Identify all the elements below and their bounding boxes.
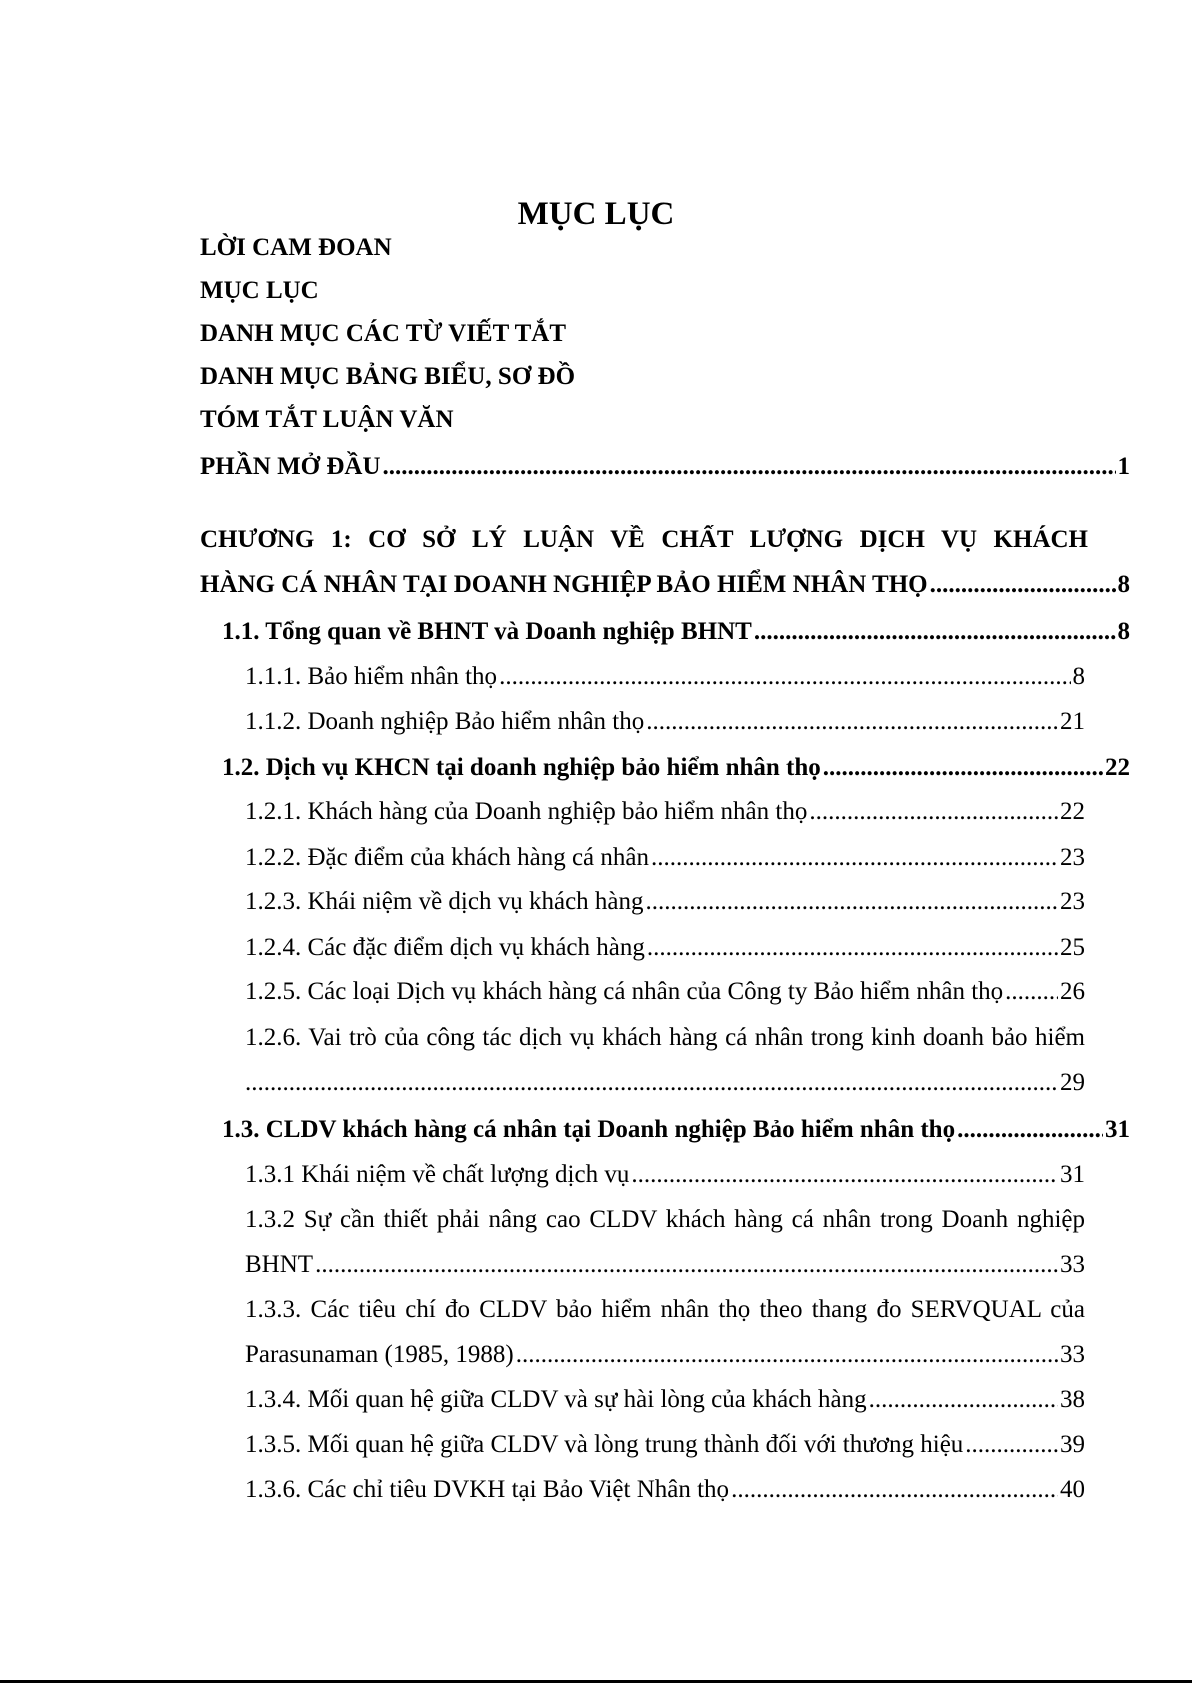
toc-subsection-1-3-3-line1: 1.3.3. Các tiêu chí đo CLDV bảo hiểm nhân thọ theo thang đo SERVQUAL của: [245, 1296, 1085, 1323]
toc-subsection-1-3-2-line1: 1.3.2 Sự cần thiết phải nâng cao CLDV khách hàng cá nhân trong Doanh nghiệp: [245, 1206, 1085, 1233]
toc-front-item: MỤC LỤC: [200, 277, 319, 304]
toc-subsection-1-2-6-line1: 1.2.6. Vai trò của công tác dịch vụ khách hàng cá nhân trong kinh doanh bảo hiểm: [245, 1024, 1085, 1051]
toc-subsection-1-2-1: 1.2.1. Khách hàng của Doanh nghiệp bảo hiểm nhân thọ ..... 22: [245, 797, 1085, 827]
toc-subsection-1-2-2: 1.2.2. Đặc điểm của khách hàng cá nhân ..... 23: [245, 843, 1085, 873]
toc-subsection-1-3-6: 1.3.6. Các chỉ tiêu DVKH tại Bảo Việt Nhân thọ ..... 40: [245, 1475, 1085, 1505]
toc-subsection-1-2-5: 1.2.5. Các loại Dịch vụ khách hàng cá nhân của Công ty Bảo hiểm nhân thọ ..... 26: [245, 977, 1085, 1007]
toc-front-item: DANH MỤC CÁC TỪ VIẾT TẮT: [200, 320, 567, 347]
toc-section-1-1: 1.1. Tổng quan về BHNT và Doanh nghiệp BHNT ..... 8: [222, 617, 1130, 647]
toc-subsection-1-2-6-line2: ..... 29: [245, 1068, 1085, 1098]
page-bottom-border: [0, 1680, 1192, 1683]
toc-subsection-1-3-1: 1.3.1 Khái niệm về chất lượng dịch vụ ..... 31: [245, 1160, 1085, 1190]
toc-subsection-1-2-4: 1.2.4. Các đặc điểm dịch vụ khách hàng ..... 25: [245, 933, 1085, 963]
toc-front-item: LỜI CAM ĐOAN: [200, 234, 392, 261]
toc-subsection-1-3-5: 1.3.5. Mối quan hệ giữa CLDV và lòng trung thành đối với thương hiệu ..... 39: [245, 1430, 1085, 1460]
toc-subsection-1-1-2: 1.1.2. Doanh nghiệp Bảo hiểm nhân thọ ..... 21: [245, 707, 1085, 737]
toc-subsection-1-1-1: 1.1.1. Bảo hiểm nhân thọ ..... 8: [245, 662, 1085, 692]
toc-subsection-1-3-2-line2: BHNT ..... 33: [245, 1250, 1085, 1280]
toc-section-1-3: 1.3. CLDV khách hàng cá nhân tại Doanh nghiệp Bảo hiểm nhân thọ ..... 31: [222, 1115, 1130, 1145]
toc-chapter1-line2: HÀNG CÁ NHÂN TẠI DOANH NGHIỆP BẢO HIỂM NHÂN THỌ ..... 8: [200, 570, 1130, 600]
toc-subsection-1-3-4: 1.3.4. Mối quan hệ giữa CLDV và sự hài lòng của khách hàng ..... 38: [245, 1385, 1085, 1415]
page-title: MỤC LỤC: [517, 196, 675, 232]
toc-intro: PHẦN MỞ ĐẦU ..... 1: [200, 452, 1130, 482]
toc-subsection-1-2-3: 1.2.3. Khái niệm về dịch vụ khách hàng ..... 23: [245, 887, 1085, 917]
toc-front-item: DANH MỤC BẢNG BIỂU, SƠ ĐỒ: [200, 363, 576, 390]
toc-subsection-1-3-3-line2: Parasunaman (1985, 1988) ..... 33: [245, 1340, 1085, 1370]
toc-chapter1-line1: CHƯƠNG 1: CƠ SỞ LÝ LUẬN VỀ CHẤT LƯỢNG DỊCH VỤ KHÁCH: [200, 526, 1088, 553]
toc-section-1-2: 1.2. Dịch vụ KHCN tại doanh nghiệp bảo hiểm nhân thọ ..... 22: [222, 753, 1130, 783]
toc-front-item: TÓM TẮT LUẬN VĂN: [200, 406, 454, 433]
